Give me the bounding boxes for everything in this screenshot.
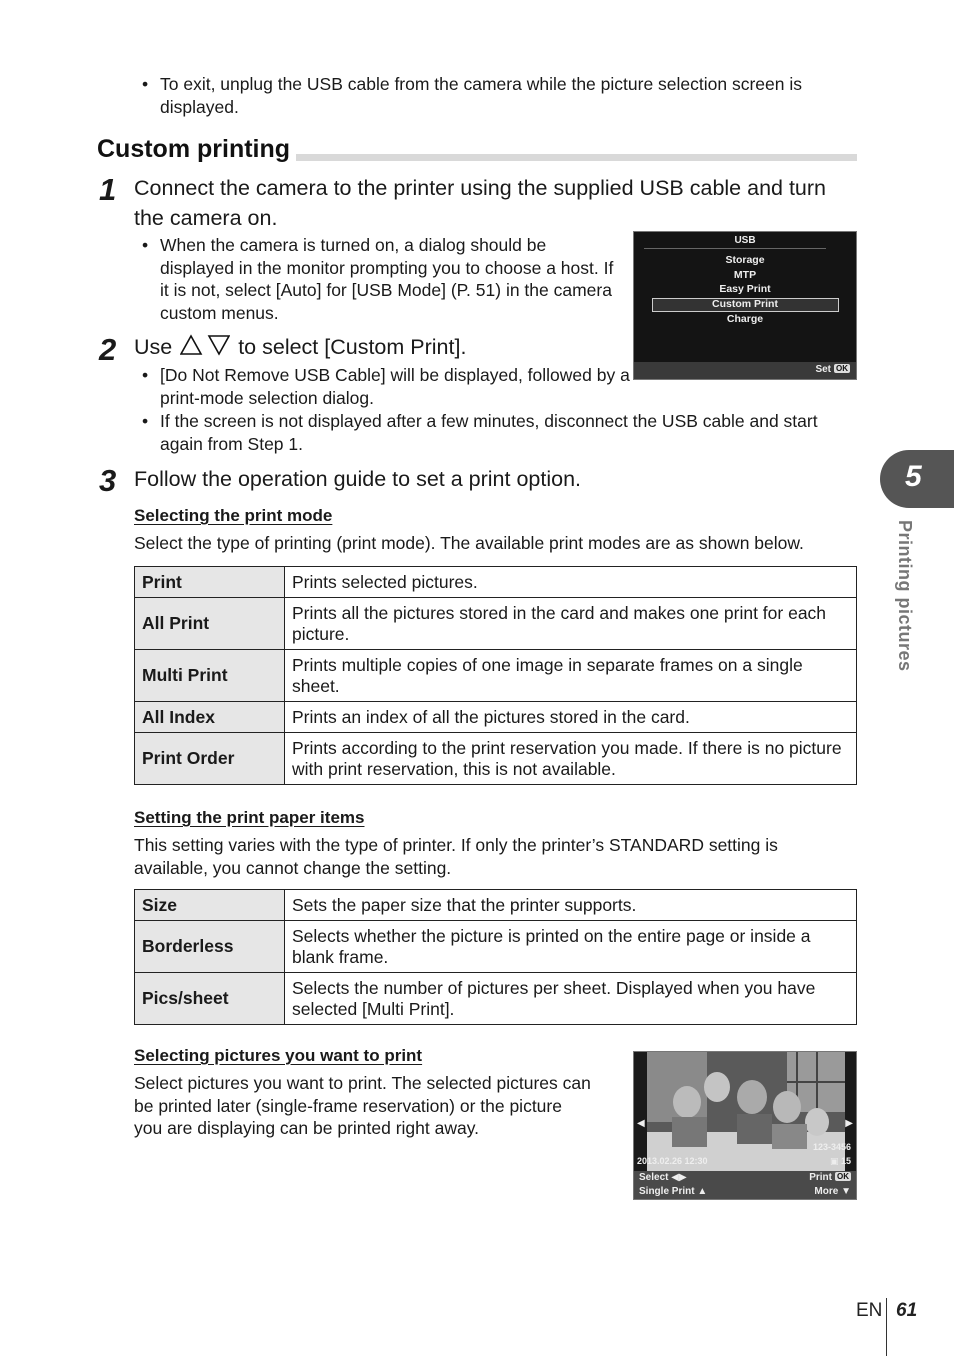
print-mode-key: Print [135, 567, 285, 598]
table-row [135, 973, 857, 1025]
print-mode-desc: Prints multiple copies of one image in separate frames on a single sheet. [285, 650, 857, 702]
single-print-hint[interactable] [639, 1186, 707, 1197]
bullet-dot: • [142, 74, 149, 94]
print-hint[interactable] [809, 1172, 851, 1183]
bullet-dot: • [142, 411, 149, 431]
chapter-label: Printing pictures [895, 520, 915, 672]
section-title-rule [296, 154, 857, 161]
select-hint[interactable] [639, 1172, 687, 1183]
usb-menu-item-easy-print[interactable]: Easy Print [719, 283, 771, 295]
print-icon: ▣ [829, 1156, 839, 1166]
table-row [135, 890, 857, 921]
bullet-dot: • [142, 235, 149, 255]
paper-items-intro: This setting varies with the type of printer. If only the printer’s STANDARD setting is available, you cannot change the setting. [134, 835, 778, 878]
step-2-text-after: to select [Custom Print]. [238, 335, 467, 359]
prev-arrow-icon[interactable]: ◀ [637, 1118, 645, 1129]
print-mode-desc: Prints selected pictures. [285, 567, 857, 598]
usb-screen-footer [634, 362, 856, 379]
select-pictures-text: Select pictures you want to print. The selected pictures can be printed later (single-frame reservation) or the picture you are displaying can be printed right away. [134, 1073, 591, 1138]
print-mode-desc: Prints all the pictures stored in the card and makes one print for each picture. [285, 598, 857, 650]
up-down-arrows-icon [180, 334, 230, 356]
usb-menu-item-charge[interactable]: Charge [726, 313, 764, 325]
usb-screen [633, 231, 857, 380]
footer-divider [886, 1298, 887, 1356]
step-2-text [134, 332, 466, 362]
next-arrow-icon[interactable]: ▶ [845, 1118, 853, 1129]
intro-bullet: To exit, unplug the USB cable from the camera while the picture selection screen is displayed. [160, 74, 802, 117]
usb-menu-item-custom-print[interactable]: Custom Print [712, 298, 778, 310]
page-number: 61 [896, 1300, 918, 1321]
print-mode-desc: Prints an index of all the pictures stored in the card. [285, 702, 857, 733]
paper-items-heading: Setting the print paper items [134, 808, 365, 827]
step-2-bullet-2: If the screen is not displayed after a few minutes, disconnect the USB cable and start again from Step 1. [160, 411, 818, 454]
usb-screen-header: USB [734, 235, 756, 246]
step-3-text: Follow the operation guide to set a print option. [134, 467, 582, 491]
step-1-number: 1 [99, 172, 117, 207]
section-title: Custom printing [97, 135, 291, 163]
print-mode-desc: Prints according to the print reservation you made. If there is no picture with print reservation, this is not available. [285, 733, 857, 785]
paper-item-key: Size [135, 890, 285, 921]
date-time: 2013.02.26 12:30 [637, 1156, 708, 1166]
chapter-side-label [894, 520, 918, 690]
footer-language: EN [856, 1300, 883, 1321]
table-row [135, 598, 857, 650]
step-3-number: 3 [99, 463, 117, 498]
step-2-text-before: Use [134, 335, 173, 359]
print-count [830, 1156, 851, 1167]
usb-menu-item-mtp[interactable]: MTP [733, 269, 757, 281]
bullet-dot: • [142, 365, 149, 385]
print-mode-key: All Print [135, 598, 285, 650]
file-number: 123-3456 [812, 1142, 851, 1152]
paper-item-key: Borderless [135, 921, 285, 973]
more-hint[interactable] [814, 1186, 851, 1197]
print-count-value: 15 [840, 1156, 851, 1166]
table-row [135, 567, 857, 598]
print-mode-heading: Selecting the print mode [134, 506, 333, 525]
set-label: Set [815, 364, 831, 375]
print-mode-key: All Index [135, 702, 285, 733]
preview-photo [647, 1052, 845, 1171]
left-right-icon: ◀▶ [671, 1172, 687, 1183]
up-arrow-icon: ▲ [697, 1186, 708, 1197]
print-mode-key: Print Order [135, 733, 285, 785]
step-1-bullet: When the camera is turned on, a dialog should be displayed in the monitor prompting you to choose a host. If it is not, select [Auto] for [USB Mode] (P. 51) in the camera custom menus. [160, 235, 614, 323]
more-label: More [814, 1186, 839, 1197]
select-label: Select [639, 1172, 669, 1183]
usb-menu-item-storage[interactable]: Storage [725, 254, 765, 266]
table-row [135, 650, 857, 702]
print-mode-intro: Select the type of printing (print mode). The available print modes are as shown below. [134, 533, 804, 553]
step-2-bullet-1: [Do Not Remove USB Cable] will be displayed, followed by a print-mode selection dialog. [160, 365, 630, 408]
divider [644, 248, 826, 249]
paper-item-desc: Selects whether the picture is printed on the entire page or inside a blank frame. [285, 921, 857, 973]
single-print-label: Single Print [639, 1186, 695, 1197]
paper-item-desc: Sets the paper size that the printer supports. [285, 890, 857, 921]
photo-select-screen [633, 1051, 857, 1200]
chapter-number: 5 [905, 460, 922, 493]
print-mode-key: Multi Print [135, 650, 285, 702]
table-row [135, 733, 857, 785]
paper-item-key: Pics/sheet [135, 973, 285, 1025]
print-label: Print [809, 1172, 832, 1183]
print-mode-table [134, 566, 857, 785]
table-row [135, 702, 857, 733]
ok-button-icon: OK [836, 364, 848, 373]
step-1-text: Connect the camera to the printer using the supplied USB cable and turn the camera on. [134, 176, 826, 230]
select-pictures-heading: Selecting pictures you want to print [134, 1046, 423, 1065]
table-row [135, 921, 857, 973]
photo-screen-footer [634, 1171, 856, 1200]
down-arrow-icon: ▼ [841, 1186, 851, 1197]
paper-item-desc: Selects the number of pictures per sheet. Displayed when you have selected [Multi Print]. [285, 973, 857, 1025]
step-2-number: 2 [99, 332, 117, 367]
ok-button-icon: OK [837, 1172, 849, 1181]
paper-items-table [134, 889, 857, 1025]
